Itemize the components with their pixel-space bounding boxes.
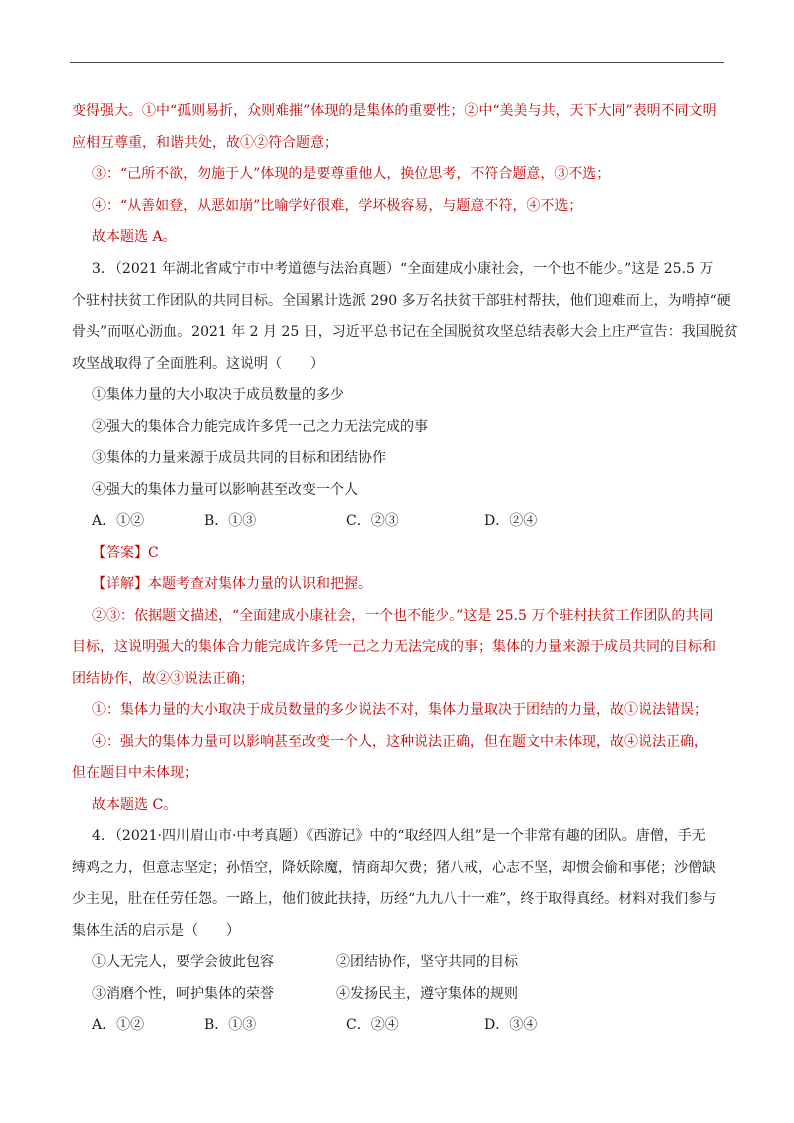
option-b: B．①③ <box>204 1017 257 1033</box>
option-d: D．②④ <box>484 513 538 529</box>
option-c: C．②③ <box>346 513 399 529</box>
question-stem-line: 缚鸡之力，但意志坚定；孙悟空，降妖除魔，情商却欠费；猪八戒，心志不坚，却惯会偷和事佬；沙僧缺 <box>72 860 716 876</box>
analysis-line: ①：集体力量的大小取决于成员数量的多少说法不对，集体力量取决于团结的力量，故①说法错误； <box>92 702 708 718</box>
analysis-line: ②③：依据题文描述，“全面建成小康社会，一个也不能少。”这是 25.5 万个驻村扶贫工作团队的共同 <box>92 608 714 624</box>
option-c: C．②④ <box>346 1017 399 1033</box>
analysis-line: ③：“己所不欲，勿施于人”体现的是要尊重他人，换位思考，不符合题意，③不选； <box>92 166 611 182</box>
statement-item: ③消磨个性，呵护集体的荣誉 <box>92 986 274 1002</box>
statement-item: ③集体的力量来源于成员共同的目标和团结协作 <box>92 450 386 466</box>
statement-item: ①人无完人，要学会彼此包容 <box>92 954 274 970</box>
detail-label: 【详解】本题考查对集体力量的认识和把握。 <box>92 576 372 592</box>
statement-item: ④发扬民主，遵守集体的规则 <box>336 986 518 1002</box>
statement-item: ④强大的集体力量可以影响甚至改变一个人 <box>92 482 358 498</box>
question-stem-line: 攻坚战取得了全面胜利。这说明（ ） <box>72 356 324 372</box>
statement-row <box>92 984 728 1004</box>
analysis-line: 团结协作，故②③说法正确； <box>72 671 254 687</box>
analysis-line: ④：“从善如登，从恶如崩”比喻学好很难，学坏极容易，与题意不符，④不选； <box>92 198 583 214</box>
question-stem-line: 少主见，肚在任劳任怨。一路上，他们彼此扶持，历经“九九八十一难”，终于取得真经。材料对我们参与 <box>72 891 717 907</box>
option-d: D．③④ <box>484 1017 538 1033</box>
option-a: A．①② <box>92 1017 145 1033</box>
analysis-line: 变得强大。①中“孤则易折，众则难摧”体现的是集体的重要性；②中“美美与共，天下大同”表明不同文明 <box>72 103 717 119</box>
header-rule <box>70 62 724 63</box>
analysis-conclusion: 故本题选 A。 <box>92 229 177 245</box>
question-stem-line: 4．（2021·四川眉山市·中考真题）《西游记》中的“取经四人组”是一个非常有趣的团队。唐僧，手无 <box>92 828 706 844</box>
answer-options <box>92 511 728 531</box>
analysis-line: 但在题目中未体现； <box>72 765 198 781</box>
question-stem-line: 3．（2021 年湖北省咸宁市中考道德与法治真题）“全面建成小康社会，一个也不能少。”这是 25.5 万 <box>92 261 714 277</box>
option-b: B．①③ <box>204 513 257 529</box>
statement-item: ①集体力量的大小取决于成员数量的多少 <box>92 387 344 403</box>
answer-label: 【答案】C <box>92 545 159 561</box>
option-a: A．①② <box>92 513 145 529</box>
question-stem-line: 个驻村扶贫工作团队的共同目标。全国累计选派 290 多万名扶贫干部驻村帮扶，他们迎难而上，为啃掉“硬 <box>72 293 731 309</box>
analysis-line: 目标，这说明强大的集体合力能完成许多凭一己之力无法完成的事；集体的力量来源于成员共同的目标和 <box>72 639 716 655</box>
analysis-conclusion: 故本题选 C。 <box>92 797 178 813</box>
question-stem-line: 集体生活的启示是（ ） <box>72 923 240 939</box>
question-stem-line: 骨头”而呕心沥血。2021 年 2 月 25 日，习近平总书记在全国脱贫攻坚总结表彰大会上庄严宣告：我国脱贫 <box>72 324 738 340</box>
statement-item: ②团结协作，坚守共同的目标 <box>336 954 518 970</box>
statement-row <box>92 952 728 972</box>
answer-options <box>92 1015 728 1035</box>
statement-item: ②强大的集体合力能完成许多凭一己之力无法完成的事 <box>92 419 428 435</box>
analysis-line: 应相互尊重，和谐共处，故①②符合题意； <box>72 135 338 151</box>
analysis-line: ④：强大的集体力量可以影响甚至改变一个人，这种说法正确，但在题文中未体现，故④说法正确， <box>92 734 708 750</box>
